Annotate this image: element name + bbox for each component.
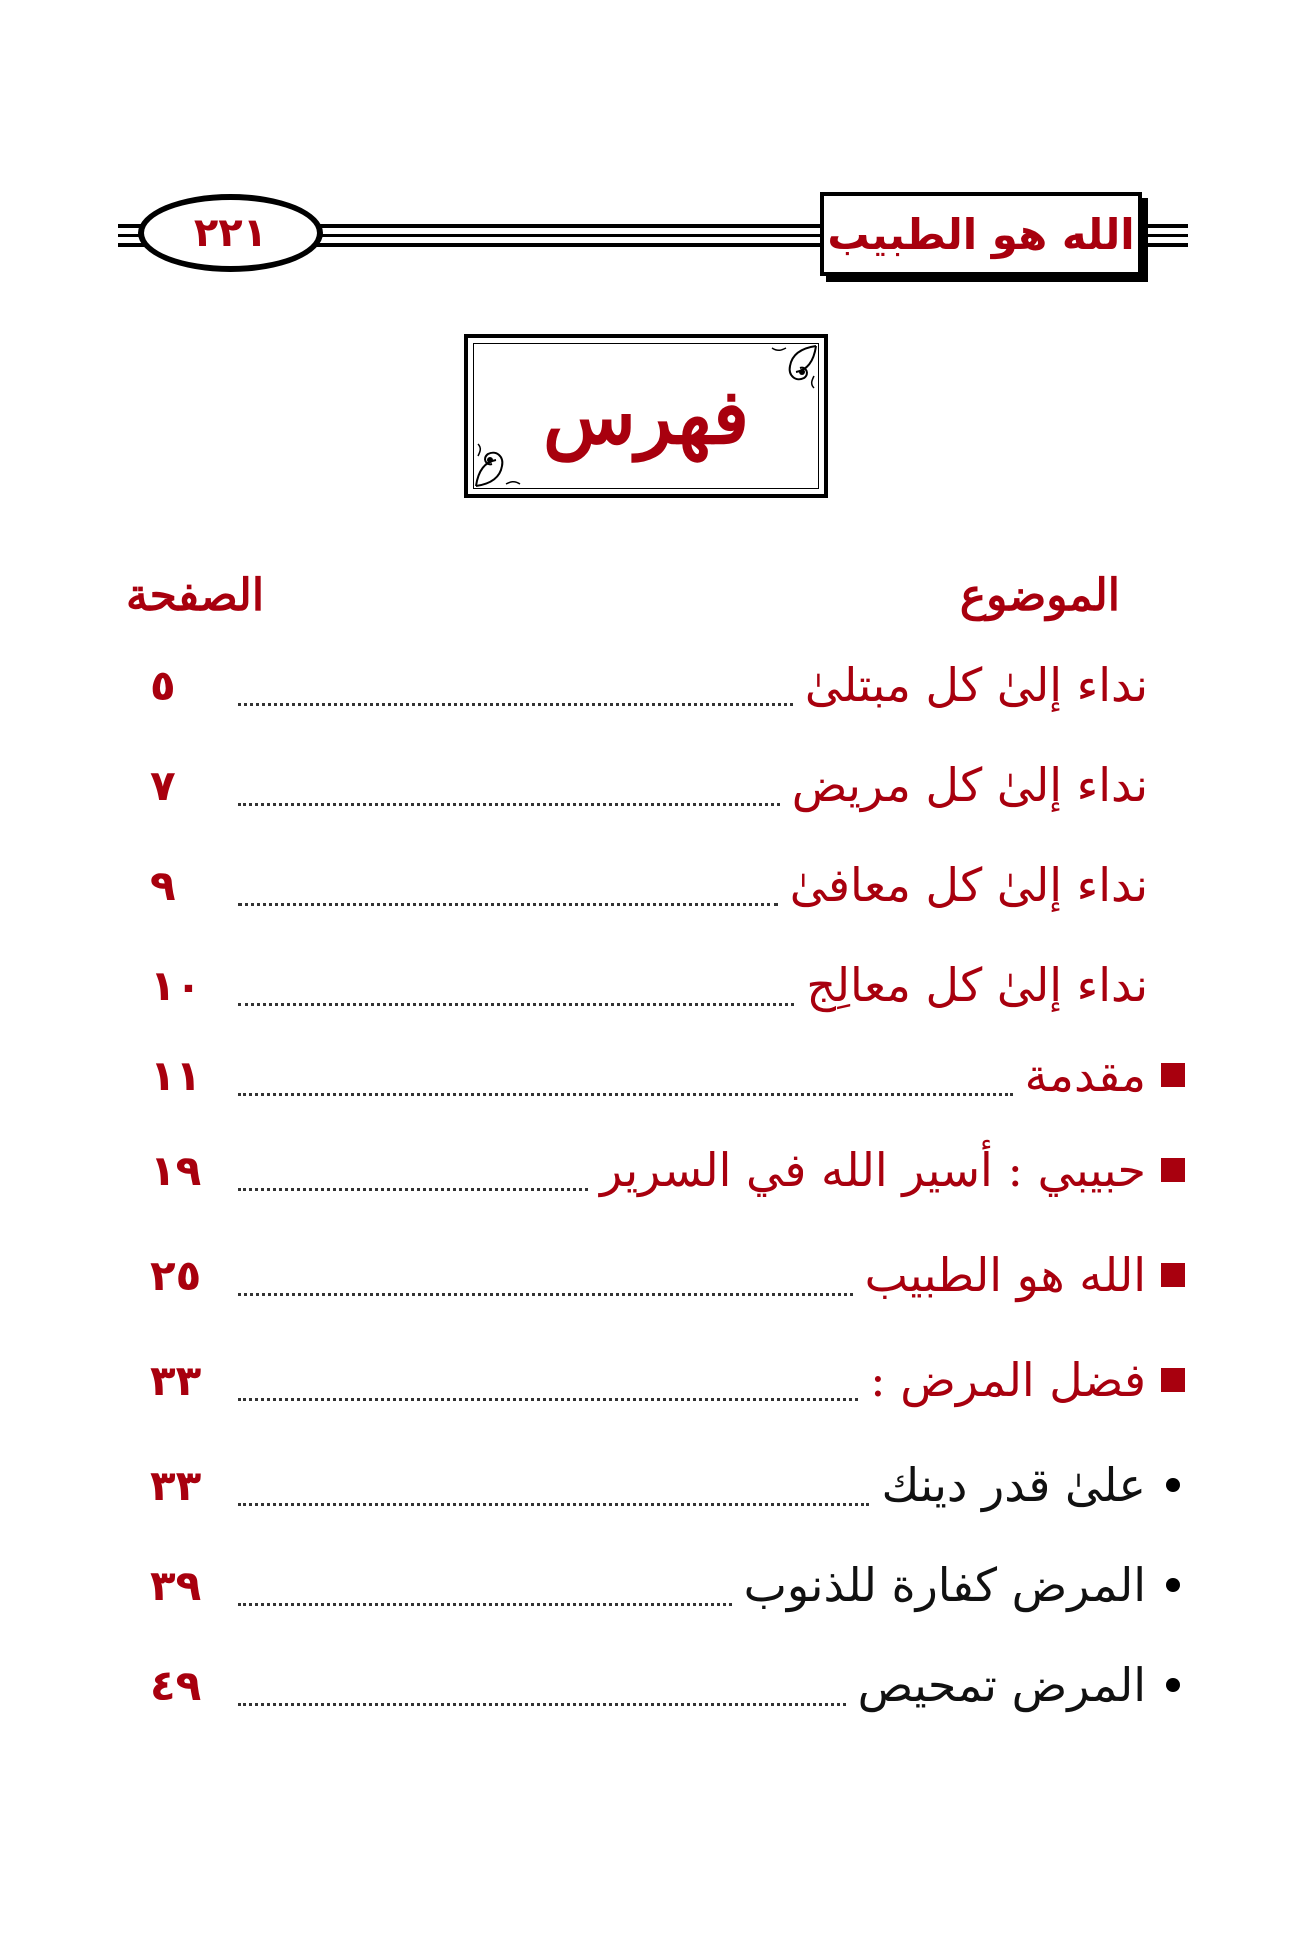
column-head-topic: الموضوع <box>959 570 1120 621</box>
toc-entry-label: نداء إلىٰ كل معافىٰ <box>789 858 1148 912</box>
toc-entry-label: الله هو الطبيب <box>864 1248 1146 1302</box>
toc-entry-page: ٢٥ <box>150 1250 202 1300</box>
dot-leader <box>238 1503 869 1506</box>
toc-entry <box>150 950 1158 1020</box>
square-bullet-icon <box>1156 1263 1190 1287</box>
toc-entry <box>150 650 1158 720</box>
toc-entry-label: علىٰ قدر دينك <box>881 1458 1146 1512</box>
toc-entry <box>150 850 1158 920</box>
dot-leader <box>238 703 793 706</box>
corner-ornament-icon <box>474 432 530 488</box>
square-bullet-icon <box>1156 1368 1190 1392</box>
toc-subentry <box>150 1650 1190 1720</box>
index-title-frame <box>464 334 828 498</box>
dot-leader <box>238 1093 1013 1096</box>
toc-entry-page: ٤٩ <box>150 1660 202 1710</box>
toc-entry <box>150 1240 1190 1310</box>
toc-entry-label: مقدمة <box>1024 1048 1146 1102</box>
toc-entry-page: ٩ <box>150 860 176 910</box>
toc-entry-page: ٥ <box>150 660 176 710</box>
toc-entry-page: ١١ <box>150 1050 202 1100</box>
toc-entry <box>150 1345 1190 1415</box>
round-bullet-icon <box>1156 1578 1190 1592</box>
running-header-title: الله هو الطبيب <box>820 192 1142 276</box>
toc-subentry <box>150 1550 1190 1620</box>
toc-entry-page: ٣٩ <box>150 1560 202 1610</box>
dot-leader <box>238 1003 794 1006</box>
toc-entry-page: ٣٣ <box>150 1460 202 1510</box>
toc-entry-label: نداء إلىٰ كل مريض <box>791 758 1148 812</box>
dot-leader <box>238 903 778 906</box>
toc-entry-page: ١٠ <box>150 960 202 1010</box>
column-head-page: الصفحة <box>126 570 265 621</box>
toc-entry-page: ٧ <box>150 760 176 810</box>
toc-entry-label: حبيبي : أسير الله في السرير <box>599 1143 1146 1197</box>
index-title: فهرس <box>542 371 750 461</box>
dot-leader <box>238 1188 588 1191</box>
toc-subentry <box>150 1450 1190 1520</box>
toc-entry-page: ٣٣ <box>150 1355 202 1405</box>
toc-entry <box>150 1135 1190 1205</box>
toc-entry-label: المرض كفارة للذنوب <box>743 1558 1146 1612</box>
toc-entry-label: نداء إلىٰ كل مبتلىٰ <box>804 658 1148 712</box>
round-bullet-icon <box>1156 1678 1190 1692</box>
toc-entry <box>150 750 1158 820</box>
toc-entry-label: المرض تمحيص <box>857 1658 1146 1712</box>
dot-leader <box>238 1398 858 1401</box>
toc-entry-page: ١٩ <box>150 1145 202 1195</box>
round-bullet-icon <box>1156 1478 1190 1492</box>
dot-leader <box>238 803 780 806</box>
page-number: ٢٢١ <box>138 194 323 272</box>
corner-ornament-icon <box>762 344 818 400</box>
toc-entry-label: فضل المرض : <box>870 1353 1146 1407</box>
dot-leader <box>238 1293 853 1296</box>
dot-leader <box>238 1703 846 1706</box>
square-bullet-icon <box>1156 1158 1190 1182</box>
dot-leader <box>238 1603 732 1606</box>
toc-entry-label: نداء إلىٰ كل معالِج <box>806 958 1148 1012</box>
toc-entry <box>150 1040 1190 1110</box>
square-bullet-icon <box>1156 1063 1190 1087</box>
